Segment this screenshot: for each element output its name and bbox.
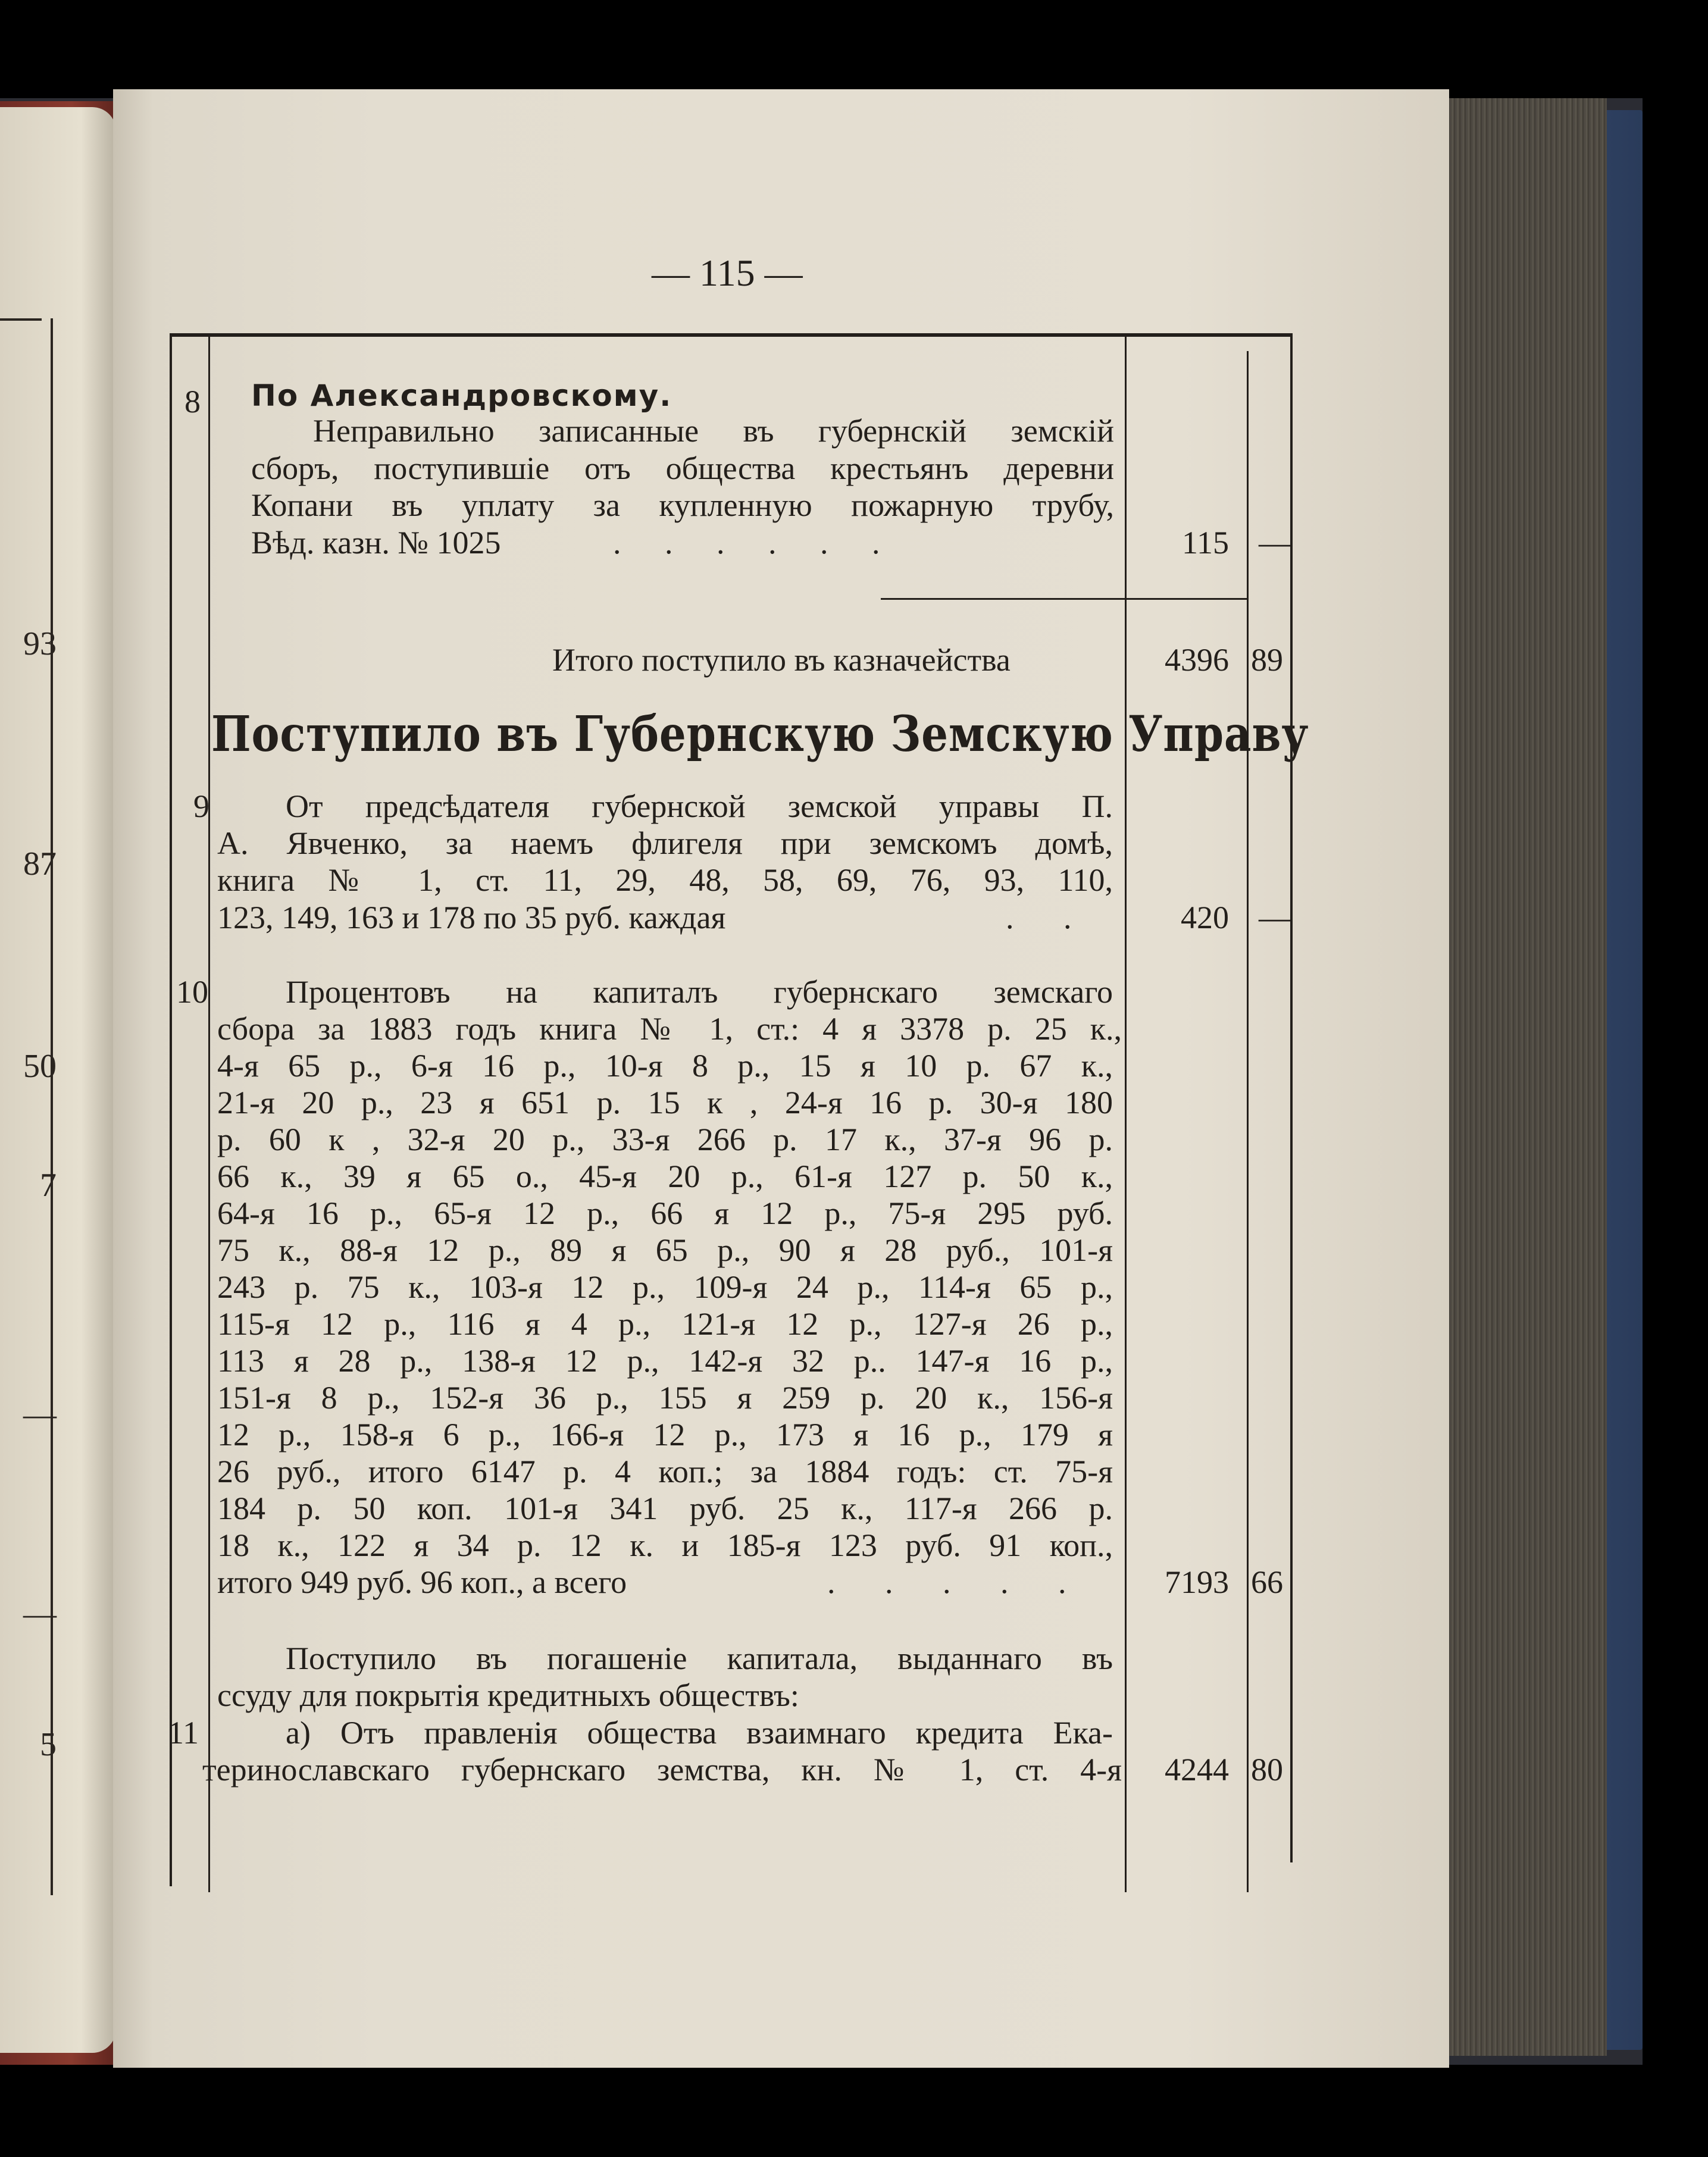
amount-rubles: 7193 bbox=[1165, 1564, 1229, 1600]
table-left-rule bbox=[170, 333, 172, 1886]
left-page-number: 5 bbox=[40, 1726, 57, 1763]
leader-dots: . . . . . . bbox=[613, 525, 880, 561]
amount-kopecks: 66 bbox=[1251, 1564, 1283, 1600]
leader-dots: . . . . . bbox=[827, 1564, 1066, 1600]
entry-heading: По Александровскому. bbox=[251, 378, 672, 413]
entry-text-line: итого 949 руб. 96 коп., а всего bbox=[217, 1564, 627, 1600]
entry-text-line: 18 к., 122 я 34 р. 12 к. и 185-я 123 руб. 91 коп., bbox=[217, 1527, 1113, 1563]
entry-text-line: Вѣд. казн. № 1025 bbox=[251, 525, 501, 561]
amount-rubles: 115 bbox=[1182, 525, 1229, 561]
section-title: Поступило въ Губернскую Земскую Управу bbox=[211, 706, 1309, 763]
entry-number: 11 bbox=[168, 1715, 199, 1751]
total-rubles: 4396 bbox=[1165, 642, 1229, 678]
entry-number: 8 bbox=[184, 384, 201, 419]
amount-rubles: 420 bbox=[1181, 900, 1229, 935]
entry-text-line: р. 60 к , 32-я 20 р., 33-я 266 р. 17 к., 37-я 96 р. bbox=[217, 1122, 1113, 1157]
entry-text-line: 123, 149, 163 и 178 по 35 руб. каждая bbox=[217, 900, 726, 935]
amount-kopecks: 80 bbox=[1251, 1752, 1283, 1787]
entry-text-line: 66 к., 39 я 65 о., 45-я 20 р., 61-я 127 р. 50 к., bbox=[217, 1159, 1113, 1194]
entry-number: 10 bbox=[176, 974, 208, 1010]
entry-number: 9 bbox=[193, 788, 209, 824]
table-top-rule bbox=[170, 333, 1291, 337]
left-page-number: 50 bbox=[23, 1048, 57, 1085]
leader-dots: . . bbox=[1006, 900, 1072, 935]
left-page-number: — bbox=[23, 1595, 57, 1632]
total-label: Итого поступило въ казначейства bbox=[552, 642, 1011, 678]
entry-text-line: 12 р., 158-я 6 р., 166-я 12 р., 173 я 16 р., 179 я bbox=[217, 1417, 1113, 1452]
amount-kopecks: — bbox=[1259, 900, 1291, 935]
left-page bbox=[0, 107, 116, 2053]
entry-text-line: книга № 1, ст. 11, 29, 48, 58, 69, 76, 93, 110, bbox=[217, 862, 1113, 898]
entry-text-line: Поступило въ погашеніе капитала, выданнаго въ bbox=[286, 1641, 1113, 1676]
subtotal-rule bbox=[881, 598, 1247, 600]
entry-text-line: 64-я 16 р., 65-я 12 р., 66 я 12 р., 75-я 295 руб. bbox=[217, 1195, 1113, 1231]
book-page bbox=[113, 89, 1449, 2068]
entry-text-line: ссуду для покрытія кредитныхъ обществъ: bbox=[217, 1677, 799, 1713]
entry-text-line: теринославскаго губернскаго земства, кн. № 1, ст. 4-я bbox=[202, 1752, 1122, 1787]
table-right-rule bbox=[1290, 333, 1293, 1862]
entry-text-line: Неправильно записанные въ губернскій земскій bbox=[313, 413, 1114, 449]
entry-text-line: 4-я 65 р., 6-я 16 р., 10-я 8 р., 15 я 10 р. 67 к., bbox=[217, 1048, 1113, 1084]
entry-text-line: сбора за 1883 годъ книга № 1, ст.: 4 я 3378 р. 25 к., bbox=[217, 1011, 1122, 1047]
left-page-number: 7 bbox=[40, 1167, 57, 1204]
amount-kopecks: — bbox=[1259, 525, 1291, 561]
entry-text-line: Процентовъ на капиталъ губернскаго земскаго bbox=[286, 974, 1113, 1010]
entry-text-line: Копани въ уплату за купленную пожарную трубу, bbox=[251, 487, 1114, 523]
entry-text-line: 75 к., 88-я 12 р., 89 я 65 р., 90 я 28 руб., 101-я bbox=[217, 1232, 1113, 1268]
total-kopecks: 89 bbox=[1251, 642, 1283, 678]
entry-text-line: А. Явченко, за наемъ флигеля при земскомъ домѣ, bbox=[217, 825, 1113, 861]
book-fore-edge bbox=[1440, 98, 1607, 2056]
kopecks-column-rule bbox=[1247, 351, 1249, 1892]
entry-text-line: сборъ, поступившіе отъ общества крестьянъ деревни bbox=[251, 450, 1114, 486]
entry-text-line: 184 р. 50 коп. 101-я 341 руб. 25 к., 117-я 266 р. bbox=[217, 1491, 1113, 1526]
rubles-column-rule bbox=[1125, 333, 1127, 1892]
entry-text-line: 243 р. 75 к., 103-я 12 р., 109-я 24 р., 114-я 65 р., bbox=[217, 1269, 1113, 1305]
entry-text-line: 113 я 28 р., 138-я 12 р., 142-я 32 р.. 147-я 16 р., bbox=[217, 1343, 1113, 1379]
page-number: — 115 — bbox=[652, 252, 803, 294]
left-page-number: 87 bbox=[23, 846, 57, 882]
left-page-number: — bbox=[23, 1396, 57, 1433]
entry-text-line: 151-я 8 р., 152-я 36 р., 155 я 259 р. 20 к., 156-я bbox=[217, 1380, 1113, 1416]
entry-text-line: 21-я 20 р., 23 я 651 р. 15 к , 24-я 16 р. 30-я 180 bbox=[217, 1085, 1113, 1120]
number-column-rule bbox=[208, 333, 210, 1892]
amount-rubles: 4244 bbox=[1165, 1752, 1229, 1787]
entry-text-line: От предсѣдателя губернской земской управы П. bbox=[286, 788, 1113, 824]
left-page-number: 93 bbox=[23, 625, 57, 662]
entry-text-line: 26 руб., итого 6147 р. 4 коп.; за 1884 годъ: ст. 75-я bbox=[217, 1454, 1113, 1489]
entry-text-line: 115-я 12 р., 116 я 4 р., 121-я 12 р., 127-я 26 р., bbox=[217, 1306, 1113, 1342]
entry-text-line: а) Отъ правленія общества взаимнаго кредита Ека- bbox=[286, 1715, 1113, 1751]
